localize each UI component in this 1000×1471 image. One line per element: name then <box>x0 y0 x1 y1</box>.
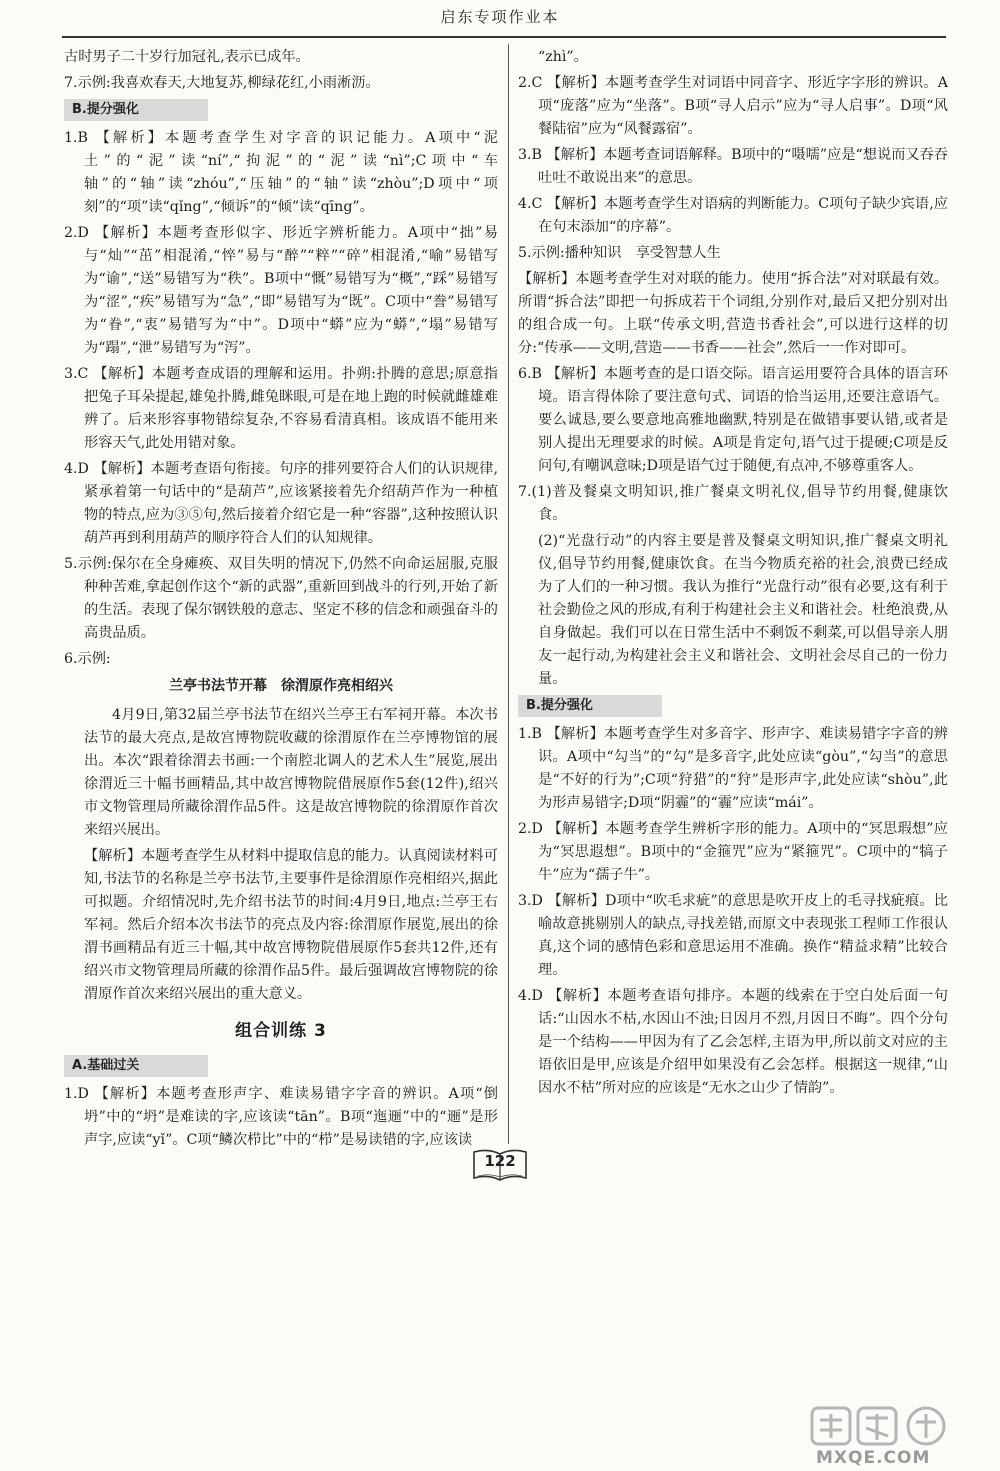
answer-4: 4.D 【解析】本题考查语句衔接。句序的排列要符合人们的认识规律,紧承着第一句话中的“是葫芦”,应该紧接着先介绍葫芦作为一种植物的特点,应为③⑤句,然后接着介绍它是一种“容器”,这种按照认识葫芦再到利用葫芦的顺序符合人们的认知规律。 <box>64 461 498 546</box>
answer-2: 2.D 【解析】本题考查形似字、形近字辨析能力。A项中“拙”易与“灿”“茁”相混淆,“悴”易与“醉”“粹”“碎”相混淆,“喻”易错写为“谕”,“送”易错写为“秩”。B项中“慨”易错写为“概”,“踩”易错写为“涩”,“疾”易错写为“急”,“即”易错写为“既”。C项中“誊”易错写为“眷”,“衷”易错写为“中”。D项中“蟒”应为“蟒”,“塌”易错写为“蹋”,“泄”易错写为“泻”。 <box>64 225 498 356</box>
answer-b3: 3.D 【解析】D项中“吹毛求疵”的意思是吹开皮上的毛寻找疵痕。比喻故意挑剔别人的缺点,寻找差错,而原文中表现张工程师工作很认真,这个词的感情色彩和意思运用不准确。换作“精益求精”比较合理。 <box>518 893 948 978</box>
answer-group3-1: 1.D 【解析】本题考查形声字、难读易错字字音的辨识。A项“倒坍”中的“坍”是难读的字,应该读“tān”。B项“迤逦”中的“逦”是形声字,应读“yǐ”。C项“鳞次栉比”中的“栉”是易读错的字,应该读 <box>64 1086 498 1148</box>
right-column <box>518 46 948 1103</box>
watermark-logo <box>808 1400 968 1450</box>
answer-r2: 2.C 【解析】本题考查学生对词语中同音字、形近字字形的辨识。A项“庞落”应为“坐落”。B项“寻人启示”应为“寻人启事”。D项“风餐陆宿”应为“风餐露宿”。 <box>518 75 948 137</box>
answer-r7-part1: 7.(1)普及餐桌文明知识,推广餐桌文明礼仪,倡导节约用餐,健康饮食。 <box>518 484 948 523</box>
answer-1: 1.B 【解析】本题考查学生对字音的识记能力。A项中“泥土”的“泥”读“ní”,“拘泥”的“泥”读“nì”;C项中“车轴”的“轴”读“zhóu”,“压轴”的“轴”读“zhòu”;D项中“项刻”的“项”读“qǐng”,“倾诉”的“倾”读“qīng”。 <box>64 130 498 215</box>
section-bar-b: B.提分强化 <box>64 99 208 121</box>
answer-b4: 4.D 【解析】本题考查语句排序。本题的线索在于空白处后面一句话:“山因水不枯,水因山不浊;日因月不烈,月因日不晦”。四个分句是一个结构——甲因为有了乙会怎样,主语为甲,所以前文对应的主语依旧是甲,应该是介绍甲如果没有乙会怎样。根据这一规律,“山因水不枯”所对应的应该是“无水之山少了情韵”。 <box>518 988 948 1096</box>
news-body: 4月9日,第32届兰亭书法节在绍兴兰亭王右军祠开幕。本次书法节的最大亮点,是故宫博物院收藏的徐渭原作在兰亭博物馆的展出。本次“跟着徐渭去书画:一个南腔北调人的艺术人生”展览,展出徐渭近三十幅书画精品,其中故宫博物院借展原作5套(12件),绍兴市文物管理局所藏徐渭作品5件。这是故宫博物院的徐渭原作首次来绍兴展出。 <box>84 707 498 838</box>
header-title: 启东专项作业本 <box>440 8 560 26</box>
page-number: 122 <box>484 1152 516 1170</box>
answer-b2: 2.D 【解析】本题考查学生辨析字形的能力。A项中的“冥思瑕想”应为“冥思遐想”。B项中的“金箍咒”应为“紧箍咒”。C项中的“犒子牛”应为“孺子牛”。 <box>518 821 948 883</box>
answer-r5: 5.示例:播种知识 享受智慧人生 <box>518 245 721 261</box>
answer-5: 5.示例:保尔在全身瘫痪、双目失明的情况下,仍然不向命运屈服,克服种种苦难,拿起创作这个“新的武器”,重新回到战斗的行列,开始了新的生活。表现了保尔钢铁般的意志、坚定不移的信念和顽强奋斗的高贵品质。 <box>64 556 498 641</box>
answer-r3: 3.B 【解析】本题考查词语解释。B项中的“嗫嚅”应是“想说而又吞吞吐吐不敢说出来”的意思。 <box>518 147 948 186</box>
answer-r5-analysis: 【解析】本题考查学生对对联的能力。使用“拆合法”对对联最有效。所谓“拆合法”即把一句拆成若干个词组,分别作对,最后又把分别对出的组合成一句。上联“传承文明,营造书香社会”,可以进行这样的切分:“传承——文明,营造——书香——社会”,然后一一作对即可。 <box>518 271 948 356</box>
answer-r4: 4.C 【解析】本题考查学生对语病的判断能力。C项句子缺少宾语,应在句末添加“的序幕”。 <box>518 196 948 235</box>
answer-6: 6.示例: <box>64 651 111 667</box>
answer-b1: 1.B 【解析】本题考查学生对多音字、形声字、难读易错字字音的辨识。A项中“勾当”的“勾”是多音字,此处应读“gòu”,“勾当”的意思是“不好的行为”;C项“狩猎”的“狩”是形声字,此处应读“shòu”,此为形声易错字;D项“阴霾”的“霾”应读“mái”。 <box>518 726 948 811</box>
answer-r7-part2: (2)“光盘行动”的内容主要是普及餐桌文明知识,推广餐桌文明礼仪,倡导节约用餐,健康饮食。在当今物质充裕的社会,浪费已经成为了人们的一种习惯。我认为推行“光盘行动”很有必要,这有利于社会勤俭之风的形成,有利于构建社会主义和谐社会。杜绝浪费,从自身做起。我们可以在日常生活中不剩饭不剩菜,可以倡导亲人朋友一起行动,为构建社会主义和谐社会、文明社会尽自己的一份力量。 <box>538 533 948 687</box>
section-bar-a: A.基础过关 <box>64 1055 208 1077</box>
left-column <box>64 46 498 1155</box>
header-rule <box>62 36 946 38</box>
news-analysis: 【解析】本题考查学生从材料中提取信息的能力。认真阅读材料可知,书法节的名称是兰亭书法节,主要事件是徐渭原作亮相绍兴,据此可拟题。介绍情况时,先介绍书法节的时间:4月9日,地点:兰亭王右军祠。然后介绍本次书法节的亮点及内容:徐渭原作展览,展出的徐渭书画精品有近三十幅,其中故宫博物院借展原作5套共12件,还有绍兴市文物管理局所藏的徐渭作品5件。最后强调故宫博物院的徐渭原作首次来绍兴展出的重大意义。 <box>84 848 498 1002</box>
news-block <box>64 704 498 1006</box>
column-divider <box>508 44 509 1144</box>
section-title: 组合训练 3 <box>235 1021 327 1041</box>
watermark-url: MXQE.COM <box>816 1448 931 1468</box>
section-bar-b-right: B.提分强化 <box>518 695 662 717</box>
news-headline: 兰亭书法节开幕 徐渭原作亮相绍兴 <box>169 678 393 694</box>
page-header <box>0 0 1000 40</box>
continued-text: “zhì”。 <box>538 49 588 65</box>
answer-3: 3.C 【解析】本题考查成语的理解和运用。扑朔:扑腾的意思;原意指把兔子耳朵提起,雄兔扑腾,雌兔眯眼,可是在地上跑的时候就雌雄难辨了。后来形容事物错综复杂,不容易看清真相。该成语不能用来形容天气,此处用错对象。 <box>64 366 498 451</box>
page-number-badge <box>470 1146 530 1184</box>
answer-7: 7.示例:我喜欢春天,大地复苏,柳绿花红,小雨淅沥。 <box>64 75 380 91</box>
intro-paragraph: 古时男子二十岁行加冠礼,表示已成年。 <box>64 49 310 65</box>
answer-r6: 6.B 【解析】本题考查的是口语交际。语言运用要符合具体的语言环境。语言得体除了要注意句式、词语的恰当运用,还要注意语气。要么诚恳,要么要意地高雅地幽默,特别是在做错事要认错,或者是别人提出无理要求的时候。A项是肯定句,语气过于提硬;C项是反问句,有嘲讽意味;D项是语气过于随便,有点冲,不够尊重客人。 <box>518 366 948 474</box>
